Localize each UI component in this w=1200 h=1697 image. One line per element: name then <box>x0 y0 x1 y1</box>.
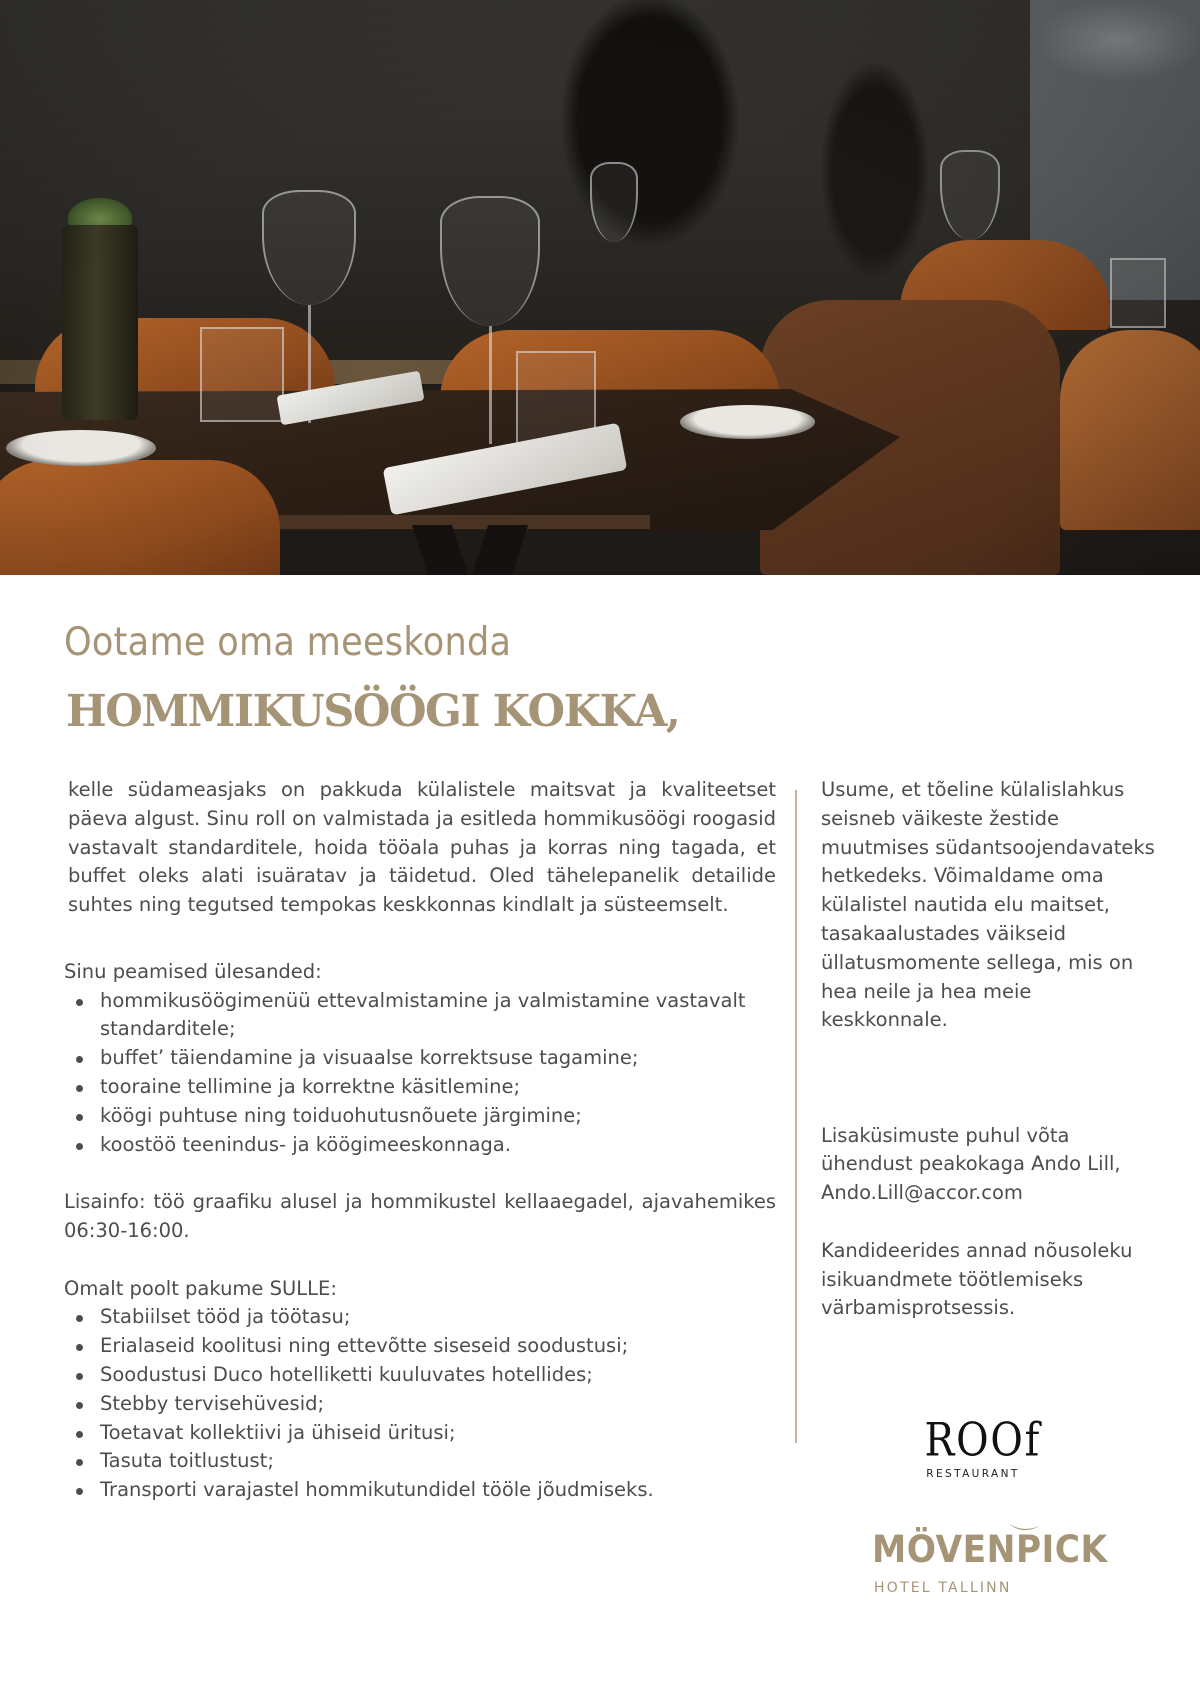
task-text: buffet’ täiendamine ja visuaalse korrektsuse tagamine; <box>100 1046 639 1070</box>
movenpick-subtitle: HOTEL TALLINN <box>874 1580 1012 1596</box>
bullet-icon <box>76 1431 83 1438</box>
offers-list <box>64 1303 776 1505</box>
tasks-list <box>64 987 776 1160</box>
photo-vignette <box>0 0 1200 575</box>
movenpick-hotel-logo <box>872 1528 1108 1596</box>
offer-item <box>64 1303 776 1332</box>
spacer <box>821 1208 1161 1237</box>
bullet-icon <box>76 1114 83 1121</box>
bullet-icon <box>76 1459 83 1466</box>
heading-intro: Ootame oma meeskonda <box>64 620 512 665</box>
task-item <box>64 1131 776 1160</box>
bullet-icon <box>76 1085 83 1092</box>
offer-text: Stabiilset tööd ja töötasu; <box>100 1305 351 1329</box>
offer-item <box>64 1447 776 1476</box>
column-divider <box>795 790 797 1443</box>
spacer <box>64 920 776 949</box>
extra-info: Lisainfo: töö graafiku alusel ja hommikustel kellaaegadel, ajavahemikes 06:30-16:00. <box>64 1190 776 1242</box>
offer-item <box>64 1390 776 1419</box>
bullet-icon <box>76 1488 83 1495</box>
offer-text: Erialaseid koolitusi ning ettevõtte siseseid soodustusi; <box>100 1334 629 1358</box>
bullet-icon <box>76 1402 83 1409</box>
offer-item <box>64 1419 776 1448</box>
roof-restaurant-logo <box>918 1413 1042 1480</box>
consent-paragraph: Kandideerides annad nõusoleku isikuandmete töötlemiseks värbamisprotsessis. <box>821 1238 1133 1320</box>
bullet-icon <box>76 1344 83 1351</box>
offer-item <box>64 1476 776 1505</box>
task-item <box>64 1102 776 1131</box>
intro-paragraph: kelle südameasjaks on pakkuda külalistele maitsvat ja kvaliteetset päeva algust. Sinu roll on valmistada ja esitleda hommikusöögi roogasid vastavalt standarditele, hoida tööala puhas ja korras ning tagada, et buffet oleks alati isuäratav ja täidetud. Oled tähelepanelik detailide suhtes ning tegutsed tempokas keskkonnas kindlalt ja süsteemselt. <box>68 778 776 917</box>
spacer <box>821 1035 1161 1064</box>
bullet-icon <box>76 1143 83 1150</box>
task-text: köögi puhtuse ning toiduohutusnõuete järgimine; <box>100 1103 582 1127</box>
spacer <box>64 1159 776 1188</box>
offer-text: Transporti varajastel hommikutundidel tööle jõudmiseks. <box>100 1478 654 1502</box>
offer-text: Soodustusi Duco hotelliketti kuuluvates hotellides; <box>100 1362 593 1386</box>
movenpick-wordmark: MÖVENPICK <box>872 1528 1108 1571</box>
roof-subtitle: RESTAURANT <box>926 1468 1020 1480</box>
task-text: tooraine tellimine ja korrektne käsitlemine; <box>100 1074 521 1098</box>
right-column <box>821 776 1161 1323</box>
left-column <box>64 776 776 1505</box>
task-text: koostöö teenindus- ja köögimeeskonnaga. <box>100 1132 511 1156</box>
spacer <box>821 1064 1161 1093</box>
hero-photo <box>0 0 1200 575</box>
task-item <box>64 1044 776 1073</box>
offer-item <box>64 1332 776 1361</box>
job-title: HOMMIKUSÖÖGI KOKKA, <box>66 686 680 737</box>
offer-text: Tasuta toitlustust; <box>100 1449 274 1473</box>
task-item <box>64 987 776 1045</box>
bullet-icon <box>76 1056 83 1063</box>
philosophy-paragraph: Usume, et tõeline külalislahkus seisneb väikeste žestide muutmises südantsoojendavateks hetkedeks. Võimaldame oma külalistel nautida elu maitset, tasakaalustades väikseid üllatusmomente sellega, mis on hea neile ja hea meie keskkonnale. <box>821 778 1155 1032</box>
bullet-icon <box>76 999 83 1006</box>
bullet-icon <box>76 1373 83 1380</box>
spacer <box>821 1093 1161 1122</box>
tasks-heading: Sinu peamised ülesanded: <box>64 959 322 983</box>
roof-wordmark: ROOf <box>924 1413 1042 1468</box>
task-item <box>64 1073 776 1102</box>
task-text: hommikusöögimenüü ettevalmistamine ja valmistamine vastavalt standarditele; <box>100 988 746 1041</box>
spacer <box>64 949 776 958</box>
offer-text: Stebby tervisehüvesid; <box>100 1391 325 1415</box>
contact-paragraph: Lisaküsimuste puhul võta ühendust peakokaga Ando Lill, Ando.Lill@accor.com <box>821 1123 1121 1205</box>
offer-text: Toetavat kollektiivi ja ühiseid üritusi; <box>100 1420 456 1444</box>
offer-heading: Omalt poolt pakume SULLE: <box>64 1276 337 1300</box>
bullet-icon <box>76 1315 83 1322</box>
spacer <box>64 1246 776 1275</box>
offer-item <box>64 1361 776 1390</box>
